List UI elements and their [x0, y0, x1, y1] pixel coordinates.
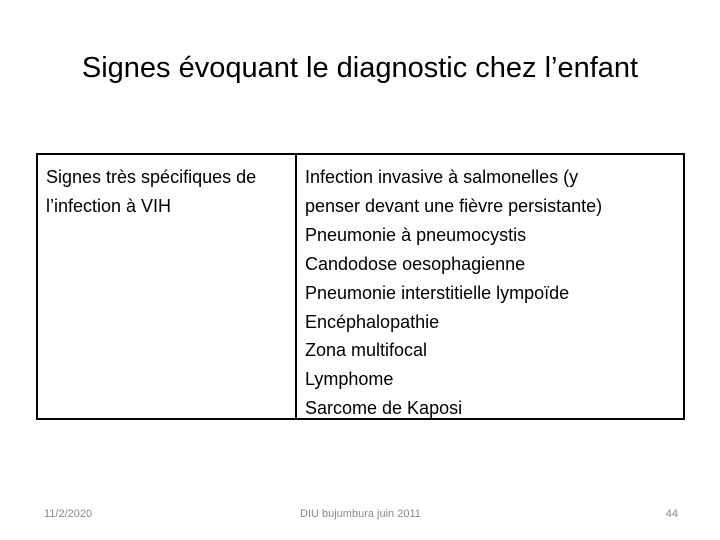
table-cell-category: Signes très spécifiques de l’infection à VIH	[38, 155, 297, 418]
footer-center-text: DIU bujumbura juin 2011	[300, 508, 421, 520]
sign-item: Sarcome de Kaposi	[305, 398, 463, 419]
table-cell-signs-list	[297, 155, 683, 418]
sign-item: Encéphalopathie	[305, 311, 440, 332]
footer-page-number: 44	[665, 508, 678, 520]
sign-item: Pneumonie à pneumocystis	[305, 224, 527, 245]
sign-item: Zona multifocal	[305, 340, 428, 361]
footer-date: 11/2/2020	[44, 508, 93, 520]
sign-item: Pneumonie interstitielle lympoïde	[305, 282, 570, 303]
slide-title: Signes évoquant le diagnostic chez l’enfant	[81, 52, 639, 84]
sign-item: Candodose oesophagienne	[305, 253, 526, 274]
content-table	[36, 153, 685, 420]
sign-item: Lymphome	[305, 369, 394, 390]
sign-item: Infection invasive à salmonelles (y	[305, 167, 579, 187]
sign-item: penser devant une fièvre persistante)	[305, 195, 603, 216]
